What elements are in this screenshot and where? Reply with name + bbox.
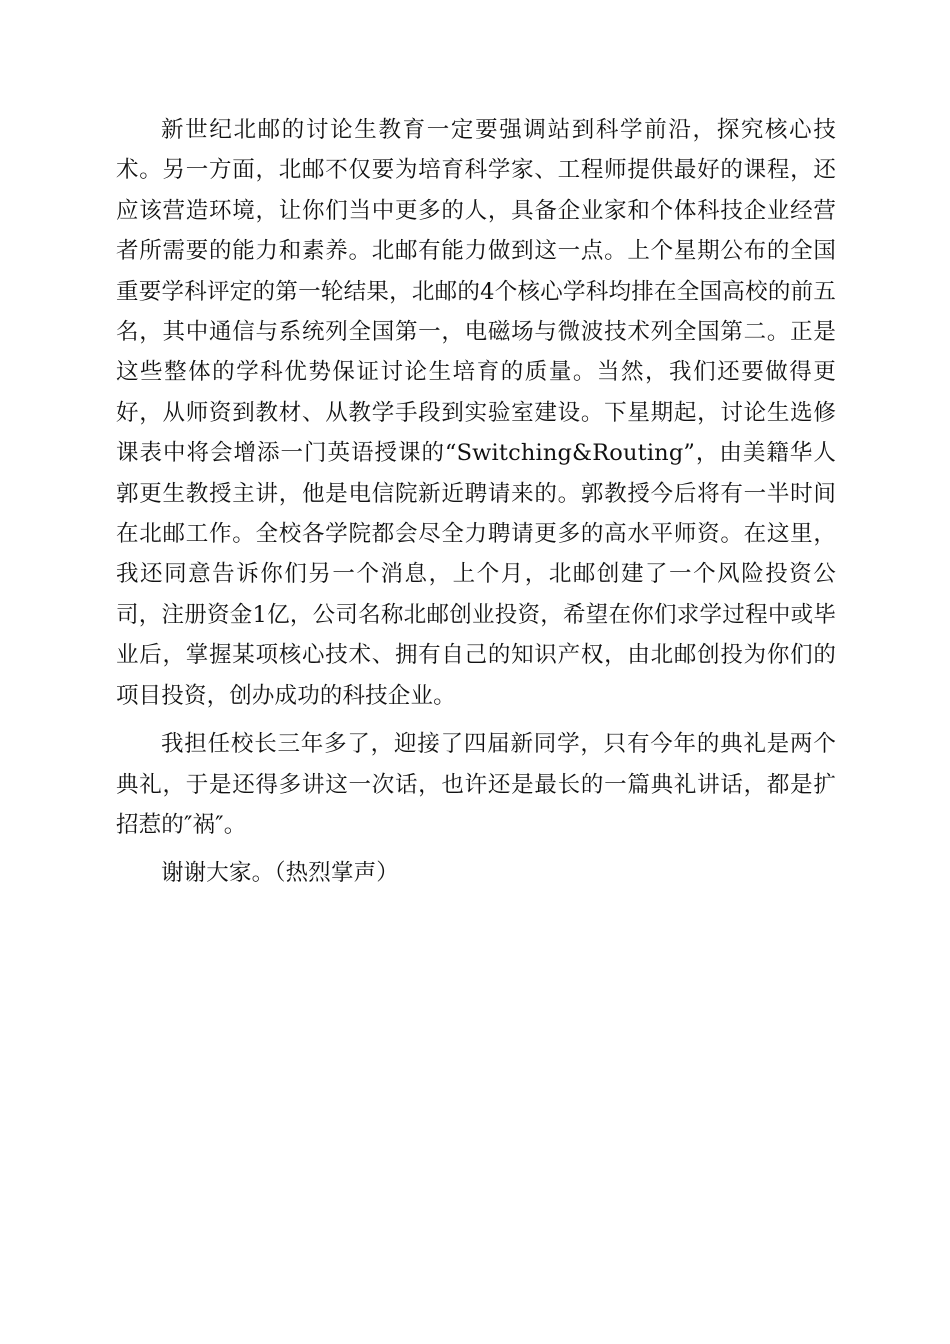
- paragraph-graduate-education: 新世纪北邮的讨论生教育一定要强调站到科学前沿，探究核心技术。另一方面，北邮不仅要为培育科学家、工程师提供最好的课程，还应该营造环境，让你们当中更多的人，具备企业家和个体科技企业经营者所需要的能力和素养。北邮有能力做到这一点。上个星期公布的全国重要学科评定的第一轮结果，北邮的4个核心学科均排在全国高校的前五名，其中通信与系统列全国第一，电磁场与微波技术列全国第二。正是这些整体的学科优势保证讨论生培育的质量。当然，我们还要做得更好，从师资到教材、从教学手段到实验室建设。下星期起，讨论生选修课表中将会增添一门英语授课的“Switching&Routing”，由美籍华人郭更生教授主讲，他是电信院新近聘请来的。郭教授今后将有一半时间在北邮工作。全校各学院都会尽全力聘请更多的高水平师资。在这里，我还同意告诉你们另一个消息，上个月，北邮创建了一个风险投资公司，注册资金1亿，公司名称北邮创业投资，希望在你们求学过程中或毕业后，掌握某项核心技术、拥有自己的知识产权，由北邮创投为你们的项目投资，创办成功的科技企业。: [116, 117, 836, 709]
- document-page: [116, 110, 836, 894]
- paragraph-president-remarks: 我担任校长三年多了，迎接了四届新同学，只有今年的典礼是两个典礼，于是还得多讲这一次话，也许还是最长的一篇典礼讲话，都是扩招惹的″祸″。: [116, 731, 836, 838]
- paragraph-thanks: 谢谢大家。（热烈掌声）: [161, 860, 399, 887]
